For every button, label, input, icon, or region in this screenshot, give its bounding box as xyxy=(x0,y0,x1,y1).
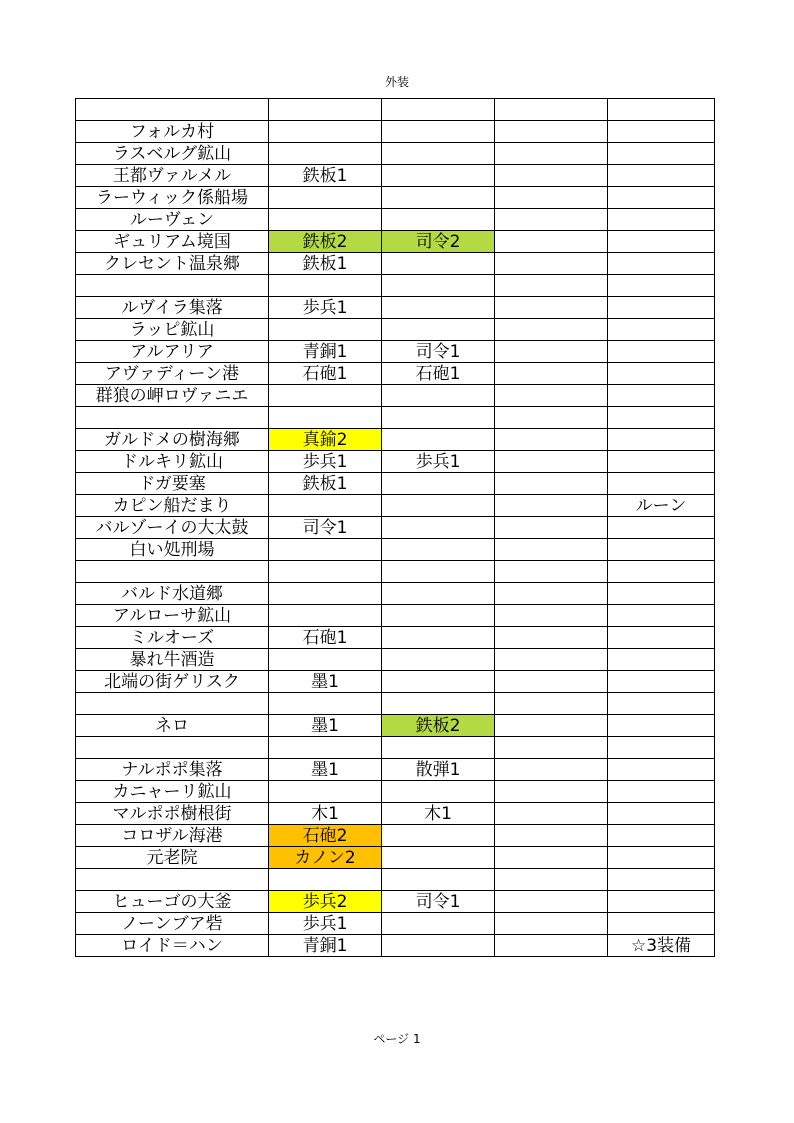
location-cell[interactable]: フォルカ村 xyxy=(76,121,269,143)
item-cell[interactable] xyxy=(495,627,608,649)
location-cell[interactable]: 群狼の岬ロヴァニエ xyxy=(76,385,269,407)
item-cell[interactable] xyxy=(608,341,715,363)
location-cell[interactable] xyxy=(76,561,269,583)
location-cell[interactable]: ルーヴェン xyxy=(76,209,269,231)
location-cell[interactable]: 北端の街ゲリスク xyxy=(76,671,269,693)
item-cell[interactable] xyxy=(269,209,382,231)
item-cell[interactable] xyxy=(495,429,608,451)
item-cell[interactable] xyxy=(608,451,715,473)
item-cell[interactable] xyxy=(608,187,715,209)
table-row xyxy=(76,803,715,825)
table-row xyxy=(76,275,715,297)
item-cell[interactable] xyxy=(495,561,608,583)
table-row xyxy=(76,407,715,429)
location-cell[interactable]: ギュリアム境国 xyxy=(76,231,269,253)
table-row xyxy=(76,913,715,935)
item-cell[interactable] xyxy=(608,649,715,671)
table-row xyxy=(76,759,715,781)
item-cell[interactable] xyxy=(382,869,495,891)
item-cell[interactable] xyxy=(495,891,608,913)
item-cell[interactable] xyxy=(382,121,495,143)
item-cell[interactable] xyxy=(608,891,715,913)
item-cell[interactable] xyxy=(495,715,608,737)
location-cell[interactable]: ラッピ鉱山 xyxy=(76,319,269,341)
item-cell[interactable] xyxy=(495,165,608,187)
location-cell[interactable]: クレセント温泉郷 xyxy=(76,253,269,275)
item-cell[interactable] xyxy=(382,385,495,407)
item-cell[interactable]: 歩兵1 xyxy=(269,297,382,319)
item-cell[interactable]: 墨1 xyxy=(269,759,382,781)
item-cell[interactable] xyxy=(382,539,495,561)
item-cell[interactable] xyxy=(608,781,715,803)
location-cell[interactable]: ナルポポ集落 xyxy=(76,759,269,781)
item-cell[interactable] xyxy=(495,231,608,253)
location-cell[interactable]: マルポポ樹根街 xyxy=(76,803,269,825)
item-cell[interactable] xyxy=(495,143,608,165)
table-row xyxy=(76,539,715,561)
table-row xyxy=(76,517,715,539)
item-cell[interactable] xyxy=(495,187,608,209)
item-cell[interactable] xyxy=(608,121,715,143)
location-cell[interactable]: ルヴイラ集落 xyxy=(76,297,269,319)
item-cell[interactable] xyxy=(382,297,495,319)
item-cell[interactable] xyxy=(495,473,608,495)
table-row xyxy=(76,253,715,275)
item-cell[interactable] xyxy=(495,253,608,275)
item-cell[interactable] xyxy=(382,649,495,671)
item-cell[interactable] xyxy=(495,275,608,297)
table-row xyxy=(76,583,715,605)
location-cell[interactable]: ネロ xyxy=(76,715,269,737)
table-row xyxy=(76,165,715,187)
item-cell[interactable] xyxy=(382,495,495,517)
item-cell[interactable] xyxy=(269,693,382,715)
item-cell[interactable] xyxy=(495,495,608,517)
location-cell[interactable]: ノーンブア砦 xyxy=(76,913,269,935)
location-cell[interactable]: 王都ヴァルメル xyxy=(76,165,269,187)
table-row xyxy=(76,143,715,165)
location-cell[interactable] xyxy=(76,737,269,759)
table-row xyxy=(76,649,715,671)
item-cell[interactable] xyxy=(608,143,715,165)
table-row xyxy=(76,341,715,363)
location-cell[interactable] xyxy=(76,275,269,297)
item-cell[interactable] xyxy=(495,407,608,429)
location-cell[interactable]: ガルドメの樹海郷 xyxy=(76,429,269,451)
item-cell[interactable] xyxy=(608,693,715,715)
item-cell[interactable] xyxy=(382,825,495,847)
location-cell[interactable]: ミルオーズ xyxy=(76,627,269,649)
item-cell[interactable]: 司令2 xyxy=(382,231,495,253)
table-row xyxy=(76,319,715,341)
item-cell[interactable] xyxy=(495,869,608,891)
item-cell[interactable] xyxy=(608,165,715,187)
item-cell[interactable]: 司令1 xyxy=(382,891,495,913)
table-row xyxy=(76,605,715,627)
item-cell[interactable]: 石砲1 xyxy=(269,363,382,385)
location-cell[interactable]: ラスベルグ鉱山 xyxy=(76,143,269,165)
item-cell[interactable] xyxy=(382,187,495,209)
table-row xyxy=(76,121,715,143)
item-cell[interactable] xyxy=(382,693,495,715)
table-row xyxy=(76,297,715,319)
item-cell[interactable] xyxy=(608,99,715,121)
item-cell[interactable] xyxy=(382,781,495,803)
item-cell[interactable] xyxy=(382,847,495,869)
item-cell[interactable] xyxy=(382,165,495,187)
item-cell[interactable]: 石砲1 xyxy=(269,627,382,649)
item-cell[interactable] xyxy=(382,605,495,627)
location-cell[interactable]: ラーウィック係船場 xyxy=(76,187,269,209)
table-row xyxy=(76,627,715,649)
item-cell[interactable]: 鉄板2 xyxy=(382,715,495,737)
item-cell[interactable] xyxy=(608,429,715,451)
location-cell[interactable]: アルローサ鉱山 xyxy=(76,605,269,627)
item-cell[interactable] xyxy=(495,341,608,363)
item-cell[interactable] xyxy=(495,385,608,407)
table-row xyxy=(76,473,715,495)
table-row xyxy=(76,429,715,451)
item-cell[interactable] xyxy=(382,671,495,693)
table-row xyxy=(76,451,715,473)
item-cell[interactable] xyxy=(382,913,495,935)
item-cell[interactable] xyxy=(495,935,608,957)
item-cell[interactable] xyxy=(495,649,608,671)
item-cell[interactable] xyxy=(608,231,715,253)
item-cell[interactable] xyxy=(608,671,715,693)
location-cell[interactable]: 白い処刑場 xyxy=(76,539,269,561)
location-cell[interactable]: カニャーリ鉱山 xyxy=(76,781,269,803)
item-cell[interactable] xyxy=(269,605,382,627)
item-cell[interactable] xyxy=(269,99,382,121)
location-cell[interactable] xyxy=(76,693,269,715)
item-cell[interactable] xyxy=(495,209,608,231)
table-row xyxy=(76,737,715,759)
item-cell[interactable] xyxy=(269,143,382,165)
item-cell[interactable] xyxy=(495,297,608,319)
location-cell[interactable]: アヴァディーン港 xyxy=(76,363,269,385)
table-row xyxy=(76,869,715,891)
table-row xyxy=(76,781,715,803)
item-cell[interactable] xyxy=(382,253,495,275)
item-cell[interactable] xyxy=(608,737,715,759)
item-cell[interactable] xyxy=(608,825,715,847)
item-cell[interactable]: 歩兵1 xyxy=(269,913,382,935)
item-cell[interactable] xyxy=(608,715,715,737)
item-cell[interactable] xyxy=(608,363,715,385)
item-cell[interactable] xyxy=(495,517,608,539)
location-cell[interactable]: コロザル海港 xyxy=(76,825,269,847)
item-cell[interactable] xyxy=(495,539,608,561)
item-cell[interactable] xyxy=(382,319,495,341)
table-row xyxy=(76,363,715,385)
item-cell[interactable] xyxy=(382,517,495,539)
item-cell[interactable]: 石砲1 xyxy=(382,363,495,385)
table-row xyxy=(76,561,715,583)
location-cell[interactable]: ドガ要塞 xyxy=(76,473,269,495)
item-cell[interactable] xyxy=(269,583,382,605)
spreadsheet-body xyxy=(76,99,715,957)
location-cell[interactable]: ロイド＝ハン xyxy=(76,935,269,957)
location-cell[interactable] xyxy=(76,869,269,891)
location-cell[interactable] xyxy=(76,407,269,429)
item-cell[interactable] xyxy=(382,935,495,957)
item-cell[interactable] xyxy=(382,627,495,649)
table-row xyxy=(76,935,715,957)
item-cell[interactable] xyxy=(608,253,715,275)
item-cell[interactable]: 歩兵2 xyxy=(269,891,382,913)
item-cell[interactable] xyxy=(269,407,382,429)
item-cell[interactable] xyxy=(608,803,715,825)
table-row xyxy=(76,847,715,869)
item-cell[interactable]: 墨1 xyxy=(269,715,382,737)
location-cell[interactable]: 暴れ牛酒造 xyxy=(76,649,269,671)
table-row xyxy=(76,693,715,715)
item-cell[interactable] xyxy=(495,781,608,803)
item-cell[interactable] xyxy=(495,451,608,473)
item-cell[interactable] xyxy=(608,407,715,429)
location-cell[interactable]: カピン船だまり xyxy=(76,495,269,517)
item-cell[interactable] xyxy=(608,209,715,231)
item-cell[interactable] xyxy=(382,99,495,121)
item-cell[interactable] xyxy=(608,605,715,627)
item-cell[interactable] xyxy=(269,781,382,803)
location-cell[interactable]: ドルキリ鉱山 xyxy=(76,451,269,473)
item-cell[interactable]: 木1 xyxy=(382,803,495,825)
item-cell[interactable]: ☆3装備 xyxy=(608,935,715,957)
table-row xyxy=(76,825,715,847)
table-row xyxy=(76,671,715,693)
item-cell[interactable] xyxy=(495,319,608,341)
item-cell[interactable] xyxy=(608,561,715,583)
item-cell[interactable] xyxy=(382,275,495,297)
item-cell[interactable] xyxy=(495,847,608,869)
item-cell[interactable]: ルーン xyxy=(608,495,715,517)
item-cell[interactable] xyxy=(608,759,715,781)
item-cell[interactable] xyxy=(495,759,608,781)
item-cell[interactable]: 鉄板2 xyxy=(269,231,382,253)
item-cell[interactable] xyxy=(608,869,715,891)
item-cell[interactable]: 鉄板1 xyxy=(269,165,382,187)
item-cell[interactable] xyxy=(269,869,382,891)
item-cell[interactable]: 鉄板1 xyxy=(269,253,382,275)
item-cell[interactable] xyxy=(382,407,495,429)
item-cell[interactable]: 鉄板1 xyxy=(269,473,382,495)
item-cell[interactable] xyxy=(269,319,382,341)
location-cell[interactable]: 元老院 xyxy=(76,847,269,869)
item-cell[interactable]: 墨1 xyxy=(269,671,382,693)
item-cell[interactable] xyxy=(269,385,382,407)
table-row xyxy=(76,231,715,253)
item-cell[interactable]: 木1 xyxy=(269,803,382,825)
item-cell[interactable]: 真鍮2 xyxy=(269,429,382,451)
item-cell[interactable] xyxy=(608,385,715,407)
item-cell[interactable]: 歩兵1 xyxy=(382,451,495,473)
item-cell[interactable] xyxy=(608,319,715,341)
item-cell[interactable]: 司令1 xyxy=(382,341,495,363)
table-row xyxy=(76,209,715,231)
item-cell[interactable] xyxy=(382,583,495,605)
item-cell[interactable]: 青銅1 xyxy=(269,935,382,957)
item-cell[interactable] xyxy=(495,693,608,715)
table-row xyxy=(76,715,715,737)
location-cell[interactable] xyxy=(76,99,269,121)
location-cell[interactable]: ヒューゴの大釜 xyxy=(76,891,269,913)
item-cell[interactable] xyxy=(608,297,715,319)
item-cell[interactable] xyxy=(382,143,495,165)
table-row xyxy=(76,99,715,121)
item-cell[interactable]: カノン2 xyxy=(269,847,382,869)
item-cell[interactable] xyxy=(608,517,715,539)
item-cell[interactable]: 司令1 xyxy=(269,517,382,539)
item-cell[interactable] xyxy=(382,429,495,451)
location-cell[interactable]: バルゾーイの大太鼓 xyxy=(76,517,269,539)
item-cell[interactable] xyxy=(495,913,608,935)
item-cell[interactable] xyxy=(608,627,715,649)
table-row xyxy=(76,385,715,407)
table-row xyxy=(76,495,715,517)
item-cell[interactable] xyxy=(269,187,382,209)
item-cell[interactable] xyxy=(495,671,608,693)
item-cell[interactable] xyxy=(495,121,608,143)
item-cell[interactable]: 散弾1 xyxy=(382,759,495,781)
item-cell[interactable] xyxy=(495,803,608,825)
item-cell[interactable] xyxy=(382,737,495,759)
item-cell[interactable] xyxy=(495,583,608,605)
item-cell[interactable] xyxy=(495,737,608,759)
item-cell[interactable] xyxy=(608,275,715,297)
item-cell[interactable] xyxy=(269,649,382,671)
table-row xyxy=(76,891,715,913)
location-cell[interactable]: バルド水道郷 xyxy=(76,583,269,605)
item-cell[interactable] xyxy=(269,539,382,561)
page-header-title: 外装 xyxy=(384,75,409,89)
item-cell[interactable] xyxy=(608,539,715,561)
item-cell[interactable] xyxy=(269,495,382,517)
item-cell[interactable] xyxy=(269,737,382,759)
spreadsheet-table xyxy=(75,98,715,957)
location-cell[interactable]: アルアリア xyxy=(76,341,269,363)
page-footer-number: ページ 1 xyxy=(373,1032,421,1046)
item-cell[interactable] xyxy=(495,825,608,847)
table-row xyxy=(76,187,715,209)
item-cell[interactable]: 歩兵1 xyxy=(269,451,382,473)
item-cell[interactable] xyxy=(608,473,715,495)
item-cell[interactable] xyxy=(608,583,715,605)
item-cell[interactable] xyxy=(608,847,715,869)
item-cell[interactable]: 青銅1 xyxy=(269,341,382,363)
item-cell[interactable] xyxy=(269,275,382,297)
item-cell[interactable]: 石砲2 xyxy=(269,825,382,847)
item-cell[interactable] xyxy=(382,473,495,495)
item-cell[interactable] xyxy=(608,913,715,935)
item-cell[interactable] xyxy=(269,121,382,143)
item-cell[interactable] xyxy=(495,363,608,385)
item-cell[interactable] xyxy=(382,209,495,231)
item-cell[interactable] xyxy=(269,561,382,583)
item-cell[interactable] xyxy=(495,99,608,121)
item-cell[interactable] xyxy=(382,561,495,583)
item-cell[interactable] xyxy=(495,605,608,627)
